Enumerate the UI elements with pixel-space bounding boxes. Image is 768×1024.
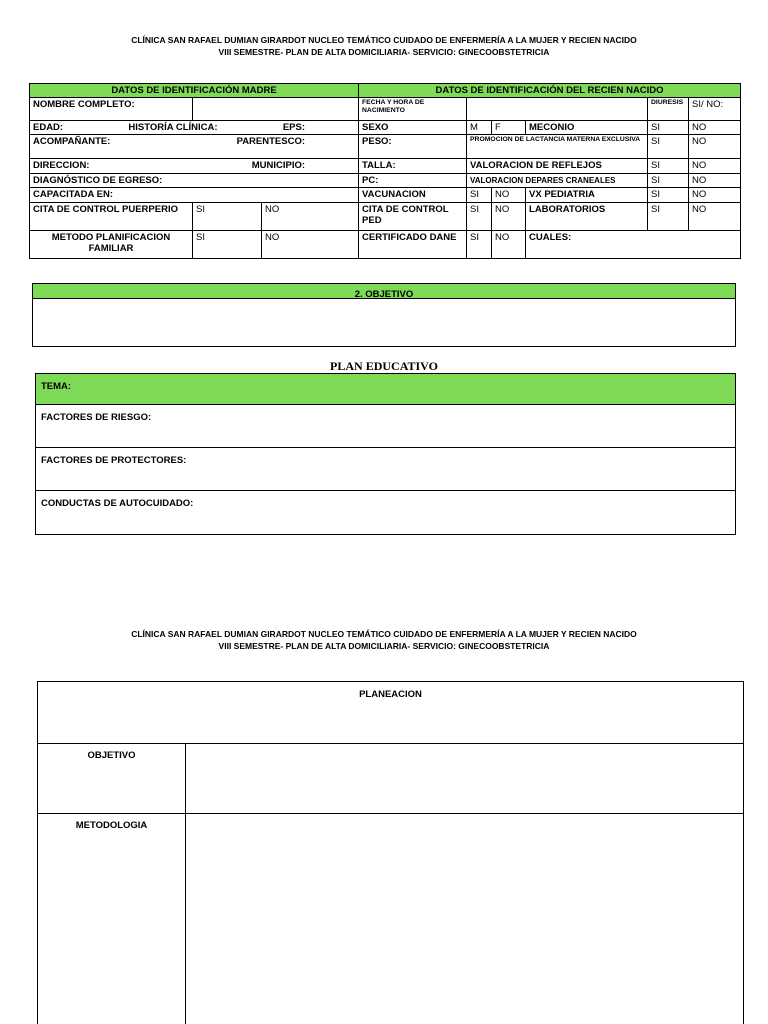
mother-section-header: DATOS DE IDENTIFICACIÓN MADRE [30,84,359,98]
parentesco-label: PARENTESCO: [236,136,306,147]
diuresis-label: DIURESIS [648,98,689,121]
objetivo-section-header [32,283,736,299]
cita-puerperio-label: CITA DE CONTROL PUERPERIO [30,203,193,231]
historia-label: HISTORÍA CLÍNICA: [128,122,218,133]
vacunacion-no[interactable]: NO [492,188,526,203]
meconio-si[interactable]: SI [648,121,689,135]
cita-puerperio-si[interactable]: SI [193,203,262,231]
nombre-field[interactable] [193,98,359,121]
certificado-no[interactable]: NO [492,231,526,259]
planeacion-header [37,681,744,744]
planeacion-title: PLANEACION [359,689,422,700]
document-header-2 [0,628,768,652]
peso-label: PESO: [359,135,467,159]
planeacion-objetivo-label-cell [37,743,186,814]
planeacion-metodologia-label-cell [37,813,186,1024]
vacunacion-si[interactable]: SI [467,188,492,203]
sexo-m[interactable]: M [467,121,492,135]
cita-ped-no[interactable]: NO [492,203,526,231]
meconio-label: MECONIO [526,121,648,135]
talla-label: TALLA: [359,159,467,174]
tema-label: TEMA: [41,381,72,392]
planeacion-objetivo-field[interactable] [185,743,744,814]
reflejos-si[interactable]: SI [648,159,689,174]
riesgo-row[interactable] [35,404,736,448]
laboratorios-label: LABORATORIOS [526,203,648,231]
craneales-no[interactable]: NO [689,174,741,188]
reflejos-no[interactable]: NO [689,159,741,174]
tema-row[interactable] [35,373,736,405]
header-line-1: CLÍNICA SAN RAFAEL DUMIAN GIRARDOT NUCLEO TEMÁTICO CUIDADO DE ENFERMERÍA A LA MUJER Y RECIEN NACIDO [131,35,637,45]
promocion-label: PROMOCION DE LACTANCIA MATERNA EXCLUSIVA [467,135,648,159]
municipio-label: MUNICIPIO: [251,160,306,171]
acompanante-row [30,135,359,159]
promocion-si[interactable]: SI [648,135,689,159]
promocion-no[interactable]: NO [689,135,741,159]
vx-label: VX PEDIATRIA [526,188,648,203]
craneales-si[interactable]: SI [648,174,689,188]
header2-line-1: CLÍNICA SAN RAFAEL DUMIAN GIRARDOT NUCLEO TEMÁTICO CUIDADO DE ENFERMERÍA A LA MUJER Y RECIEN NACIDO [131,629,637,639]
laboratorios-si[interactable]: SI [648,203,689,231]
plan-educativo-title: PLAN EDUCATIVO [330,359,438,373]
vx-si[interactable]: SI [648,188,689,203]
objetivo-section-field[interactable] [32,298,736,347]
planeacion-metodologia-label: METODOLOGIA [75,820,148,831]
protectores-row[interactable] [35,447,736,491]
metodo-label: METODO PLANIFICACION FAMILIAR [30,231,193,259]
nombre-label: NOMBRE COMPLETO: [30,98,193,121]
planeacion-objetivo-label: OBJETIVO [87,750,136,761]
objetivo-section-title: 2. OBJETIVO [354,289,414,300]
vx-no[interactable]: NO [689,188,741,203]
riesgo-label: FACTORES DE RIESGO: [41,412,152,423]
conductas-row[interactable] [35,490,736,535]
document-header [0,34,768,58]
eps-label: EPS: [282,122,306,133]
craneales-label: VALORACION DEPARES CRANEALES [467,174,648,188]
cuales-label: CUALES: [526,231,741,259]
certificado-si[interactable]: SI [467,231,492,259]
header-line-2: VIII SEMESTRE- PLAN DE ALTA DOMICILIARIA- SERVICIO: GINECOOBSTETRICIA [218,47,550,57]
direccion-label: DIRECCION: [33,160,90,171]
diuresis-si-no[interactable]: SI/ NO: [689,98,741,121]
diagnostico-label: DIAGNÓSTICO DE EGRESO: [30,174,359,188]
fecha-hora-label: FECHA Y HORA DE NACIMIENTO [359,98,467,121]
pc-label: PC: [359,174,467,188]
meconio-no[interactable]: NO [689,121,741,135]
cita-ped-label: CITA DE CONTROL PED [359,203,467,231]
conductas-label: CONDUCTAS DE AUTOCUIDADO: [41,498,194,509]
cita-puerperio-no[interactable]: NO [262,203,359,231]
edad-label: EDAD: [33,122,64,133]
acompanante-label: ACOMPAÑANTE: [33,136,111,147]
direccion-row [30,159,359,174]
sexo-f[interactable]: F [492,121,526,135]
metodo-no[interactable]: NO [262,231,359,259]
newborn-section-header: DATOS DE IDENTIFICACIÓN DEL RECIEN NACIDO [359,84,741,98]
capacitada-label: CAPACITADA EN: [30,188,359,203]
reflejos-label: VALORACION DE REFLEJOS [467,159,648,174]
cita-ped-si[interactable]: SI [467,203,492,231]
header2-line-2: VIII SEMESTRE- PLAN DE ALTA DOMICILIARIA- SERVICIO: GINECOOBSTETRICIA [218,641,550,651]
identification-table [29,83,741,259]
sexo-label: SEXO [359,121,467,135]
fecha-hora-field[interactable] [467,98,648,121]
certificado-label: CERTIFICADO DANE [359,231,467,259]
protectores-label: FACTORES DE PROTECTORES: [41,455,187,466]
laboratorios-no[interactable]: NO [689,203,741,231]
vacunacion-label: VACUNACION [359,188,467,203]
metodo-si[interactable]: SI [193,231,262,259]
edad-row [30,121,359,135]
planeacion-metodologia-field[interactable] [185,813,744,1024]
